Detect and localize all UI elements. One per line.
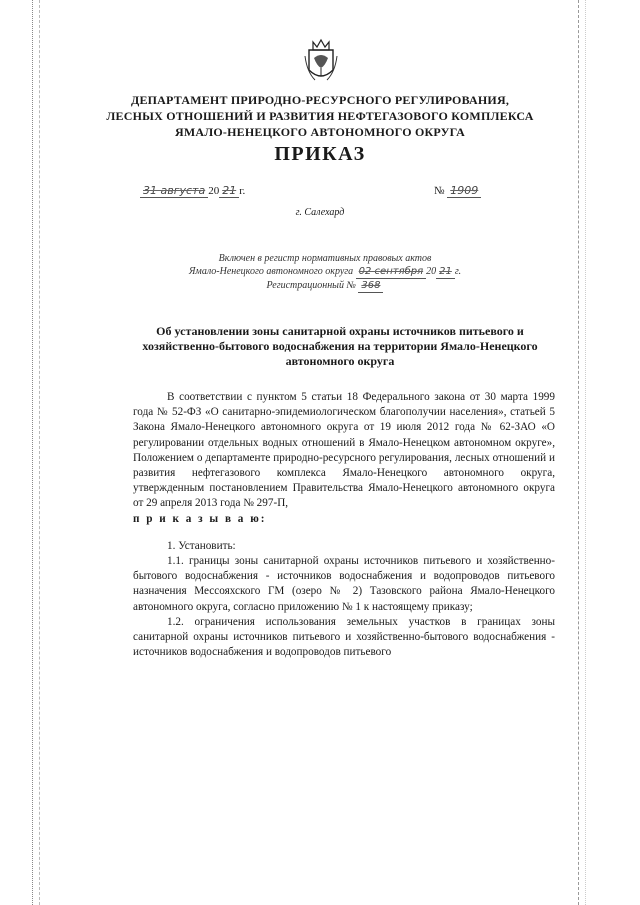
order-date [140,184,245,198]
decree-word: п р и к а з ы в а ю: [133,512,267,525]
heading-line: хозяйственно-бытового водоснабжения на территории Ямало-Ненецкого [142,339,538,353]
department-line: ДЕПАРТАМЕНТ ПРИРОДНО-РЕСУРСНОГО РЕГУЛИРОВАНИЯ, [130,93,510,107]
number-sign: № [434,185,445,197]
department-line: ЯМАЛО-НЕНЕЦКОГО АВТОНОМНОГО ОКРУГА [174,125,466,139]
registry-stamp [150,252,500,293]
handwritten-registry-number: 368 [358,279,383,293]
registry-number-label: Регистрационный № [266,280,356,291]
registry-number-line [150,279,500,293]
year-suffix: г. [239,185,246,197]
city: г. Салехард [295,207,345,218]
handwritten-registry-year: 21 [436,265,455,279]
registry-year-suffix: г. [454,266,462,277]
coat-of-arms-icon [303,36,339,88]
department-line: ЛЕСНЫХ ОТНОШЕНИЙ И РАЗВИТИЯ НЕФТЕГАЗОВОГО КОМПЛЕКСА [106,109,534,123]
order-number [434,184,481,198]
handwritten-number: 1909 [447,184,481,198]
department-name [100,92,540,140]
year-prefix: 20 [208,185,220,197]
registry-year-prefix: 20 [426,266,437,277]
item-1-1: 1.1. границы зоны санитарной охраны источников питьевого и хозяйственно-бытового водоснабжения - источников водоснабжения и водопроводов питьевого назначения Мессояхского ГМ (озеро № 2) Тазовского района Ямало-Ненецкого автономного округа, согласно приложению № 1 к настоящему приказу; [133,555,555,613]
handwritten-registry-date: 02 сентября [356,265,426,279]
item-1-2: 1.2. ограничения использования земельных участков в границах зоны санитарной охраны источников питьевого и хозяйственно-бытового водоснабжения - источников водоснабжения и водопроводов питьевого [133,615,555,659]
heading-line: Об установлении зоны санитарной охраны источников питьевого и [156,324,524,338]
registry-line: Включен в регистр нормативных правовых актов [218,253,432,264]
handwritten-year: 21 [219,184,239,198]
scan-border-left [32,0,40,905]
document-type: ПРИКАЗ [274,143,366,165]
handwritten-date: 31 августа [140,184,208,198]
registry-date-line [150,265,500,279]
document-body [133,390,555,660]
scan-border-right [578,0,586,905]
registry-region: Ямало-Ненецкого автономного округа [188,266,354,277]
heading-line: автономного округа [285,354,395,368]
preamble-paragraph: В соответствии с пунктом 5 статьи 18 Федерального закона от 30 марта 1999 года № 52-ФЗ «О санитарно-эпидемиологическом благополучии населения», статьей 5 Закона Ямало-Ненецкого автономного округа от 19 июля 2012 года № 62-ЗАО «О регулировании отдельных водных отношений в Ямало-Ненецком автономном округе», Положением о департаменте природно-ресурсного регулирования, лесных отношений и развития нефтегазового комплекса Ямало-Ненецкого автономного округа, утвержденным постановлением Правительства Ямало-Ненецкого автономного округа от 29 апреля 2013 года № 297-П, [133,391,555,510]
item-1: 1. Установить: [167,539,236,552]
document-heading [130,324,550,369]
